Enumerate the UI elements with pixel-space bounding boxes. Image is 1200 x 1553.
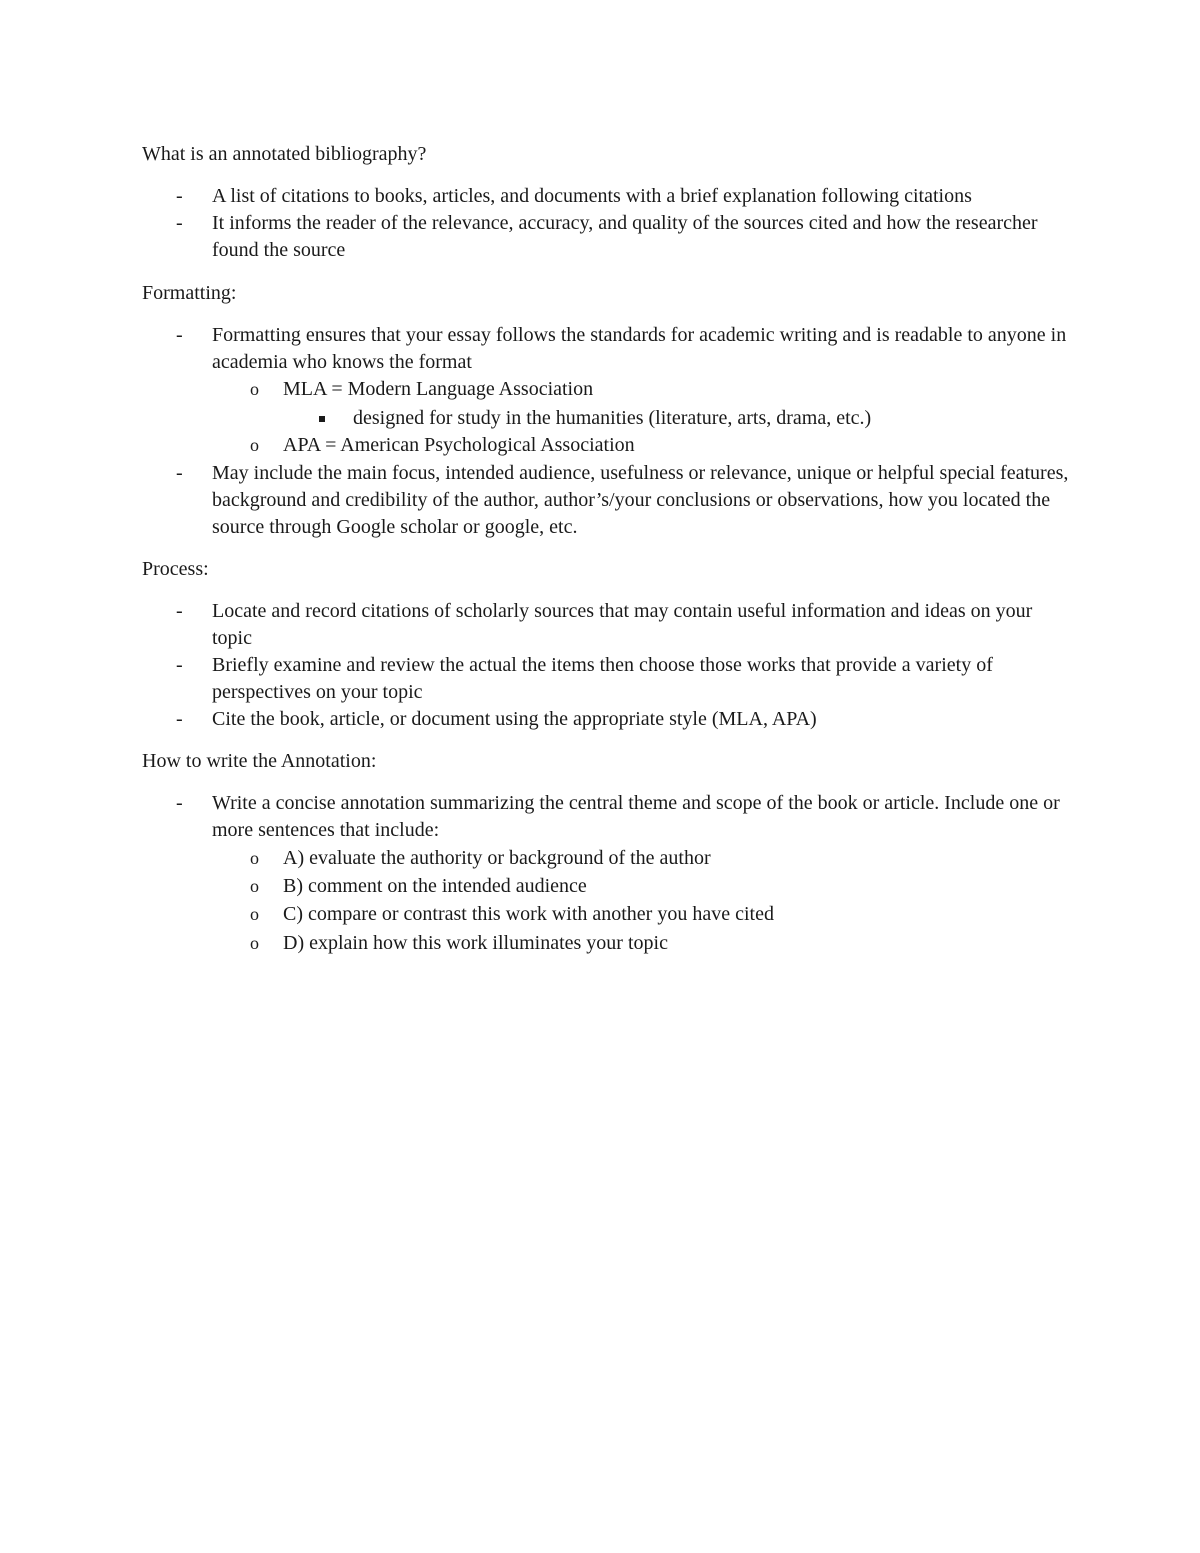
list-item bbox=[250, 432, 1063, 459]
list-item bbox=[176, 460, 1072, 541]
dash-bullet: - bbox=[176, 462, 183, 484]
square-bullet-icon bbox=[319, 416, 325, 422]
list-item-text: A) evaluate the authority or background of the author bbox=[283, 847, 711, 869]
dash-bullet: - bbox=[176, 708, 183, 730]
list-item bbox=[176, 598, 1072, 652]
circle-bullet: o bbox=[250, 933, 259, 953]
list-item bbox=[176, 706, 1072, 733]
list-item-text: APA = American Psychological Association bbox=[283, 434, 635, 456]
section-heading-what: What is an annotated bibliography? bbox=[142, 143, 427, 165]
list-item bbox=[176, 183, 1072, 210]
section-heading-process: Process: bbox=[142, 558, 209, 580]
section-heading-annotation: How to write the Annotation: bbox=[142, 750, 377, 772]
circle-bullet: o bbox=[250, 904, 259, 924]
list-item-text: designed for study in the humanities (literature, arts, drama, etc.) bbox=[353, 407, 872, 429]
circle-bullet: o bbox=[250, 379, 259, 399]
dash-bullet: - bbox=[176, 212, 183, 234]
list-item-text: Briefly examine and review the actual the items then choose those works that provide a variety of perspectives on your topic bbox=[212, 654, 993, 703]
list-item bbox=[176, 790, 1072, 844]
list-item bbox=[250, 901, 1063, 928]
list-item-text: A list of citations to books, articles, and documents with a brief explanation following citations bbox=[212, 185, 972, 207]
list-item bbox=[250, 873, 1063, 900]
list-item-text: It informs the reader of the relevance, accuracy, and quality of the sources cited and how the researcher found the source bbox=[212, 212, 1038, 261]
list-item bbox=[250, 845, 1063, 872]
list-item-text: B) comment on the intended audience bbox=[283, 875, 587, 897]
list-item-text: Formatting ensures that your essay follows the standards for academic writing and is readable to anyone in academia who knows the format bbox=[212, 324, 1067, 373]
list-item bbox=[250, 376, 1063, 403]
list-item bbox=[353, 405, 1073, 432]
dash-bullet: - bbox=[176, 185, 183, 207]
list-item bbox=[250, 930, 1063, 957]
circle-bullet: o bbox=[250, 435, 259, 455]
circle-bullet: o bbox=[250, 848, 259, 868]
list-item-text: Cite the book, article, or document using the appropriate style (MLA, APA) bbox=[212, 708, 817, 730]
list-item bbox=[176, 322, 1072, 376]
dash-bullet: - bbox=[176, 600, 183, 622]
list-item-text: C) compare or contrast this work with another you have cited bbox=[283, 903, 774, 925]
list-item-text: Locate and record citations of scholarly sources that may contain useful information and ideas on your topic bbox=[212, 600, 1033, 649]
list-item-text: May include the main focus, intended audience, usefulness or relevance, unique or helpful special features, background and credibility of the author, author’s/your conclusions or observations, how you located the source through Google scholar or google, etc. bbox=[212, 462, 1069, 538]
dash-bullet: - bbox=[176, 654, 183, 676]
dash-bullet: - bbox=[176, 324, 183, 346]
list-item bbox=[176, 210, 1072, 264]
list-item-text: D) explain how this work illuminates your topic bbox=[283, 932, 668, 954]
dash-bullet: - bbox=[176, 792, 183, 814]
list-item-text: MLA = Modern Language Association bbox=[283, 378, 594, 400]
section-heading-formatting: Formatting: bbox=[142, 282, 237, 304]
list-item-text: Write a concise annotation summarizing the central theme and scope of the book or article. Include one or more sentences that include: bbox=[212, 792, 1060, 841]
list-item bbox=[176, 652, 1072, 706]
circle-bullet: o bbox=[250, 876, 259, 896]
